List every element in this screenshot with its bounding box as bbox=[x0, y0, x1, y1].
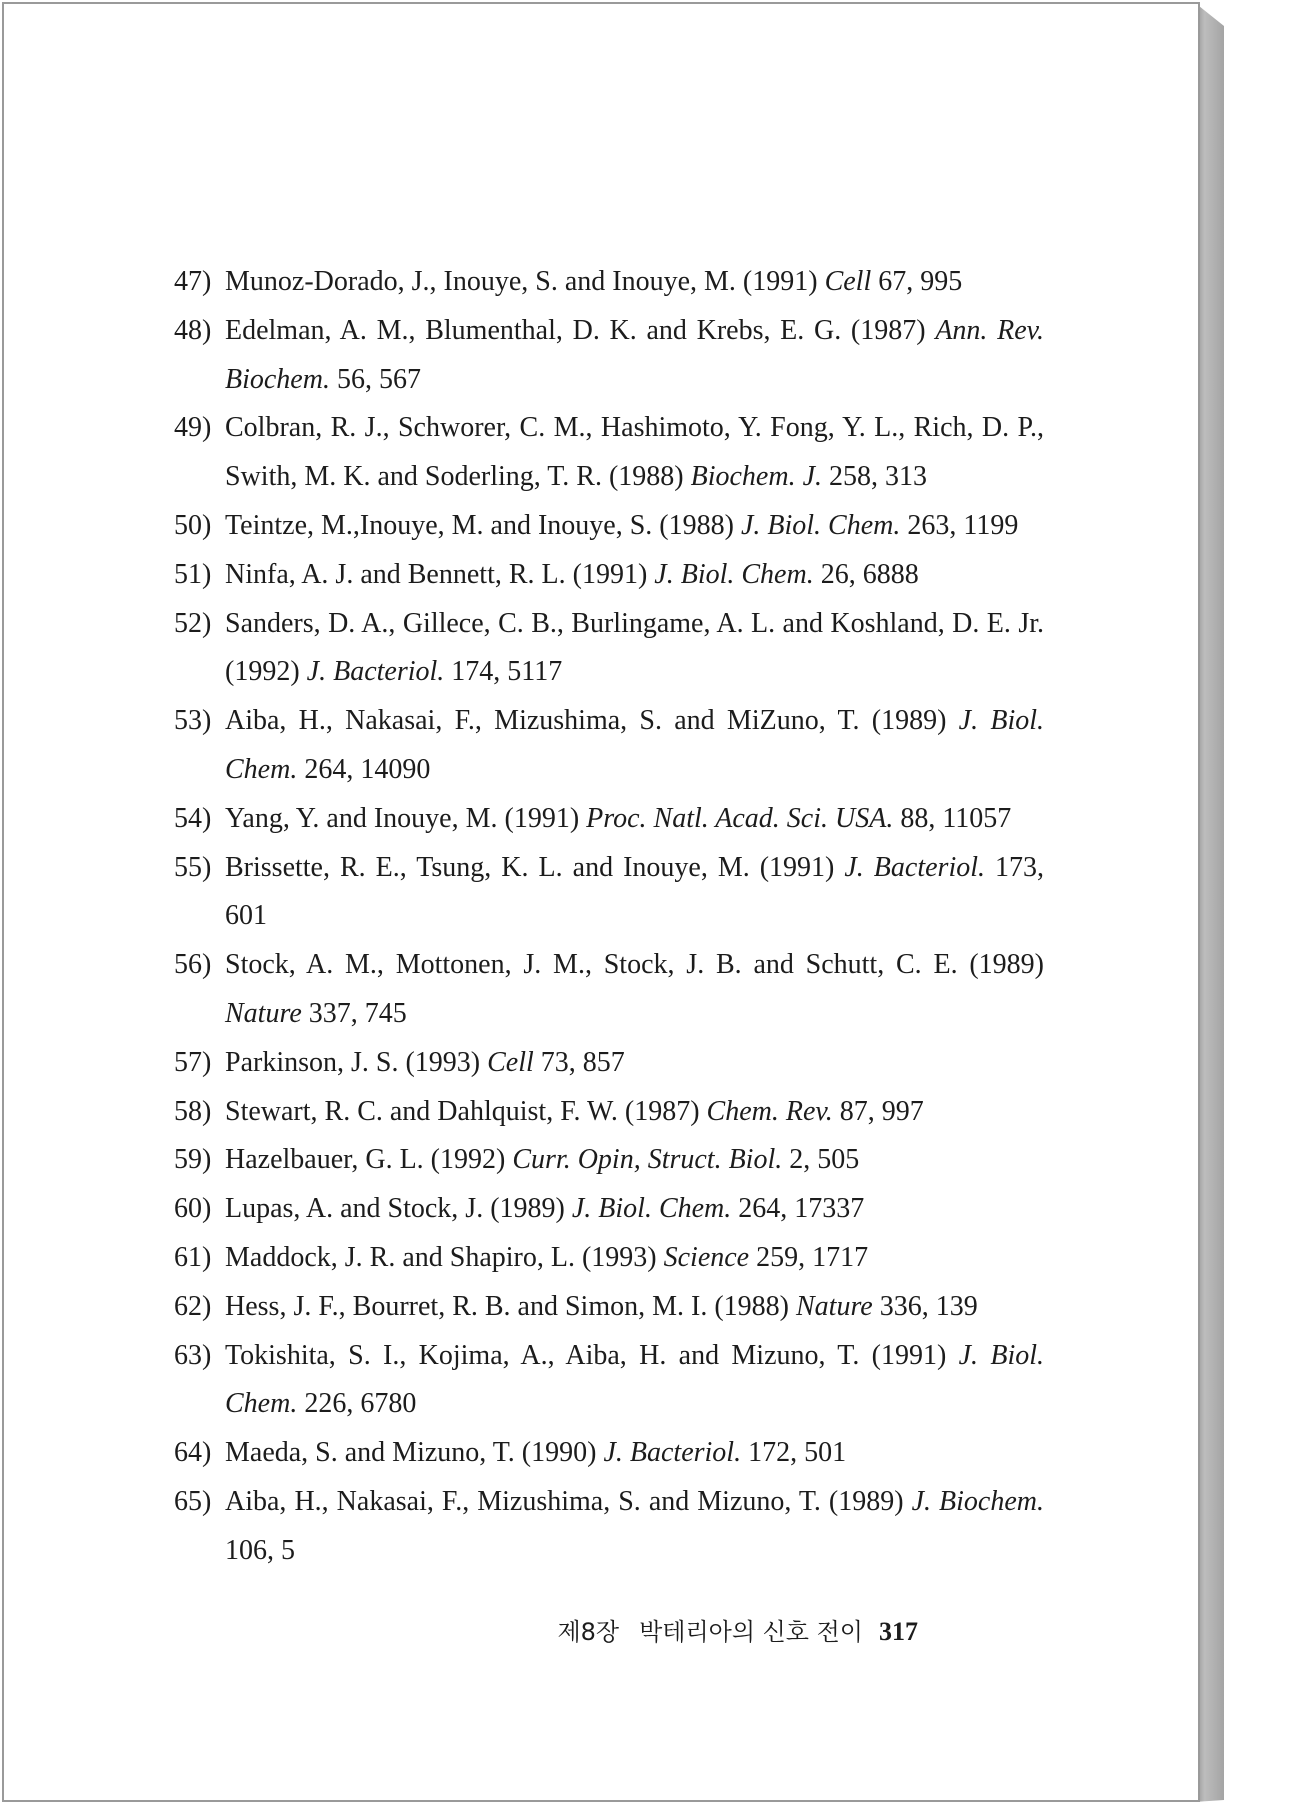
reference-volume-pages: 88, 11057 bbox=[893, 802, 1012, 834]
reference-volume-pages: 106, 5 bbox=[225, 1534, 295, 1566]
reference-volume-pages: 173, 601 bbox=[225, 851, 1045, 932]
reference-authors: Teintze, M.,Inouye, M. and Inouye, S. (1988) bbox=[225, 509, 741, 541]
reference-item bbox=[174, 551, 1044, 600]
reference-volume-pages: 172, 501 bbox=[741, 1437, 847, 1469]
reference-number: 62) bbox=[174, 1290, 212, 1322]
reference-authors: Sanders, D. A., Gillece, C. B., Burlingame, A. L. and Koshland, D. E. Jr. (1992) bbox=[225, 607, 1044, 688]
reference-volume-pages: 73, 857 bbox=[533, 1046, 625, 1078]
reference-number: 61) bbox=[174, 1241, 212, 1273]
reference-item bbox=[174, 1332, 1044, 1430]
page-number: 317 bbox=[879, 1617, 918, 1646]
reference-volume-pages: 226, 6780 bbox=[297, 1388, 417, 1420]
reference-authors: Stewart, R. C. and Dahlquist, F. W. (1987) bbox=[225, 1095, 707, 1127]
reference-journal: Nature bbox=[795, 1290, 873, 1322]
reference-journal: J. Bacteriol. bbox=[844, 851, 985, 883]
reference-number: 54) bbox=[174, 802, 212, 834]
reference-number: 47) bbox=[174, 266, 212, 297]
reference-authors: Stock, A. M., Mottonen, J. M., Stock, J. B. and Schutt, C. E. (1989) bbox=[225, 949, 1044, 981]
reference-number: 64) bbox=[174, 1437, 212, 1469]
reference-journal: J. Bacteriol. bbox=[306, 656, 445, 688]
reference-number: 56) bbox=[174, 949, 212, 981]
reference-number: 60) bbox=[174, 1193, 212, 1225]
reference-item bbox=[174, 258, 1044, 307]
reference-authors: Maeda, S. and Mizuno, T. (1990) bbox=[225, 1437, 604, 1469]
reference-item bbox=[174, 1088, 1044, 1137]
reference-authors: Aiba, H., Nakasai, F., Mizushima, S. and Mizuno, T. (1989) bbox=[225, 1485, 912, 1517]
reference-volume-pages: 264, 17337 bbox=[731, 1193, 865, 1225]
reference-journal: J. Biochem. bbox=[911, 1485, 1044, 1517]
reference-volume-pages: 258, 313 bbox=[822, 461, 928, 493]
reference-number: 50) bbox=[174, 509, 212, 541]
reference-journal: Nature bbox=[225, 997, 302, 1029]
reference-list bbox=[174, 258, 1044, 1576]
reference-volume-pages: 337, 745 bbox=[301, 997, 407, 1029]
reference-volume-pages: 2, 505 bbox=[782, 1144, 860, 1176]
reference-journal: J. Biol. Chem. bbox=[571, 1193, 732, 1225]
reference-number: 57) bbox=[174, 1046, 212, 1078]
reference-authors: Lupas, A. and Stock, J. (1989) bbox=[225, 1193, 572, 1225]
reference-item bbox=[174, 1185, 1044, 1234]
reference-journal: J. Bacteriol. bbox=[603, 1437, 742, 1469]
reference-journal: Ann. Rev. Biochem. bbox=[225, 314, 1045, 395]
reference-item bbox=[174, 1136, 1044, 1185]
reference-journal: Proc. Natl. Acad. Sci. USA. bbox=[586, 802, 894, 834]
book-page bbox=[2, 2, 1200, 1802]
reference-journal: Science bbox=[663, 1241, 750, 1273]
reference-journal: J. Biol. Chem. bbox=[225, 705, 1045, 785]
reference-journal: J. Biol. Chem. bbox=[654, 558, 814, 590]
reference-volume-pages: 263, 1199 bbox=[900, 509, 1019, 541]
reference-item bbox=[174, 1429, 1044, 1478]
reference-journal: Chem. Rev. bbox=[706, 1095, 833, 1127]
reference-journal: Curr. Opin, Struct. Biol. bbox=[512, 1144, 783, 1176]
reference-authors: Hazelbauer, G. L. (1992) bbox=[225, 1144, 513, 1176]
reference-volume-pages: 336, 139 bbox=[872, 1290, 978, 1322]
running-footer bbox=[557, 1612, 918, 1647]
reference-journal: J. Biol. Chem. bbox=[740, 509, 901, 541]
reference-number: 63) bbox=[174, 1339, 212, 1371]
chapter-title: 박테리아의 신호 전이 bbox=[639, 1618, 863, 1646]
reference-authors: Colbran, R. J., Schworer, C. M., Hashimoto, Y. Fong, Y. L., Rich, D. P., Swith, M. K. and Soderling, T. R. (1988) bbox=[225, 412, 1044, 493]
reference-authors: Yang, Y. and Inouye, M. (1991) bbox=[225, 802, 587, 834]
reference-item bbox=[174, 404, 1044, 502]
reference-authors: Hess, J. F., Bourret, R. B. and Simon, M. I. (1988) bbox=[225, 1290, 796, 1322]
reference-authors: Edelman, A. M., Blumenthal, D. K. and Krebs, E. G. (1987) bbox=[225, 314, 936, 346]
reference-volume-pages: 264, 14090 bbox=[297, 753, 431, 785]
reference-volume-pages: 67, 995 bbox=[871, 266, 963, 297]
reference-journal: Biochem. J. bbox=[690, 461, 823, 493]
reference-number: 49) bbox=[174, 412, 212, 444]
reference-number: 59) bbox=[174, 1144, 212, 1176]
reference-authors: Parkinson, J. S. (1993) bbox=[225, 1046, 488, 1078]
reference-number: 48) bbox=[174, 314, 212, 346]
reference-authors: Brissette, R. E., Tsung, K. L. and Inouye, M. (1991) bbox=[225, 851, 845, 883]
chapter-label: 제8장 bbox=[557, 1618, 620, 1646]
reference-number: 55) bbox=[174, 851, 212, 883]
reference-number: 58) bbox=[174, 1095, 212, 1127]
reference-authors: Ninfa, A. J. and Bennett, R. L. (1991) bbox=[225, 558, 655, 590]
reference-volume-pages: 56, 567 bbox=[329, 363, 421, 395]
reference-item bbox=[174, 941, 1044, 1039]
reference-item bbox=[174, 1283, 1044, 1332]
reference-authors: Munoz-Dorado, J., Inouye, S. and Inouye, M. (1991) bbox=[225, 266, 825, 297]
reference-volume-pages: 174, 5117 bbox=[444, 656, 563, 688]
reference-item bbox=[174, 1039, 1044, 1088]
reference-volume-pages: 87, 997 bbox=[832, 1095, 924, 1127]
reference-number: 65) bbox=[174, 1485, 212, 1517]
reference-item bbox=[174, 697, 1044, 795]
reference-item bbox=[174, 307, 1044, 405]
reference-journal: Cell bbox=[824, 266, 872, 297]
reference-item bbox=[174, 600, 1044, 698]
reference-number: 52) bbox=[174, 607, 212, 639]
reference-journal: Cell bbox=[487, 1046, 534, 1078]
reference-volume-pages: 26, 6888 bbox=[813, 558, 919, 590]
reference-item bbox=[174, 844, 1044, 942]
reference-number: 53) bbox=[174, 705, 212, 737]
reference-item bbox=[174, 795, 1044, 844]
reference-authors: Tokishita, S. I., Kojima, A., Aiba, H. and Mizuno, T. (1991) bbox=[225, 1339, 959, 1371]
reference-authors: Maddock, J. R. and Shapiro, L. (1993) bbox=[225, 1241, 664, 1273]
reference-item bbox=[174, 1478, 1044, 1576]
reference-number: 51) bbox=[174, 558, 212, 590]
reference-item bbox=[174, 1234, 1044, 1283]
reference-item bbox=[174, 502, 1044, 551]
reference-authors: Aiba, H., Nakasai, F., Mizushima, S. and MiZuno, T. (1989) bbox=[225, 705, 959, 737]
reference-journal: J. Biol. Chem. bbox=[225, 1339, 1045, 1420]
reference-volume-pages: 259, 1717 bbox=[749, 1241, 869, 1273]
